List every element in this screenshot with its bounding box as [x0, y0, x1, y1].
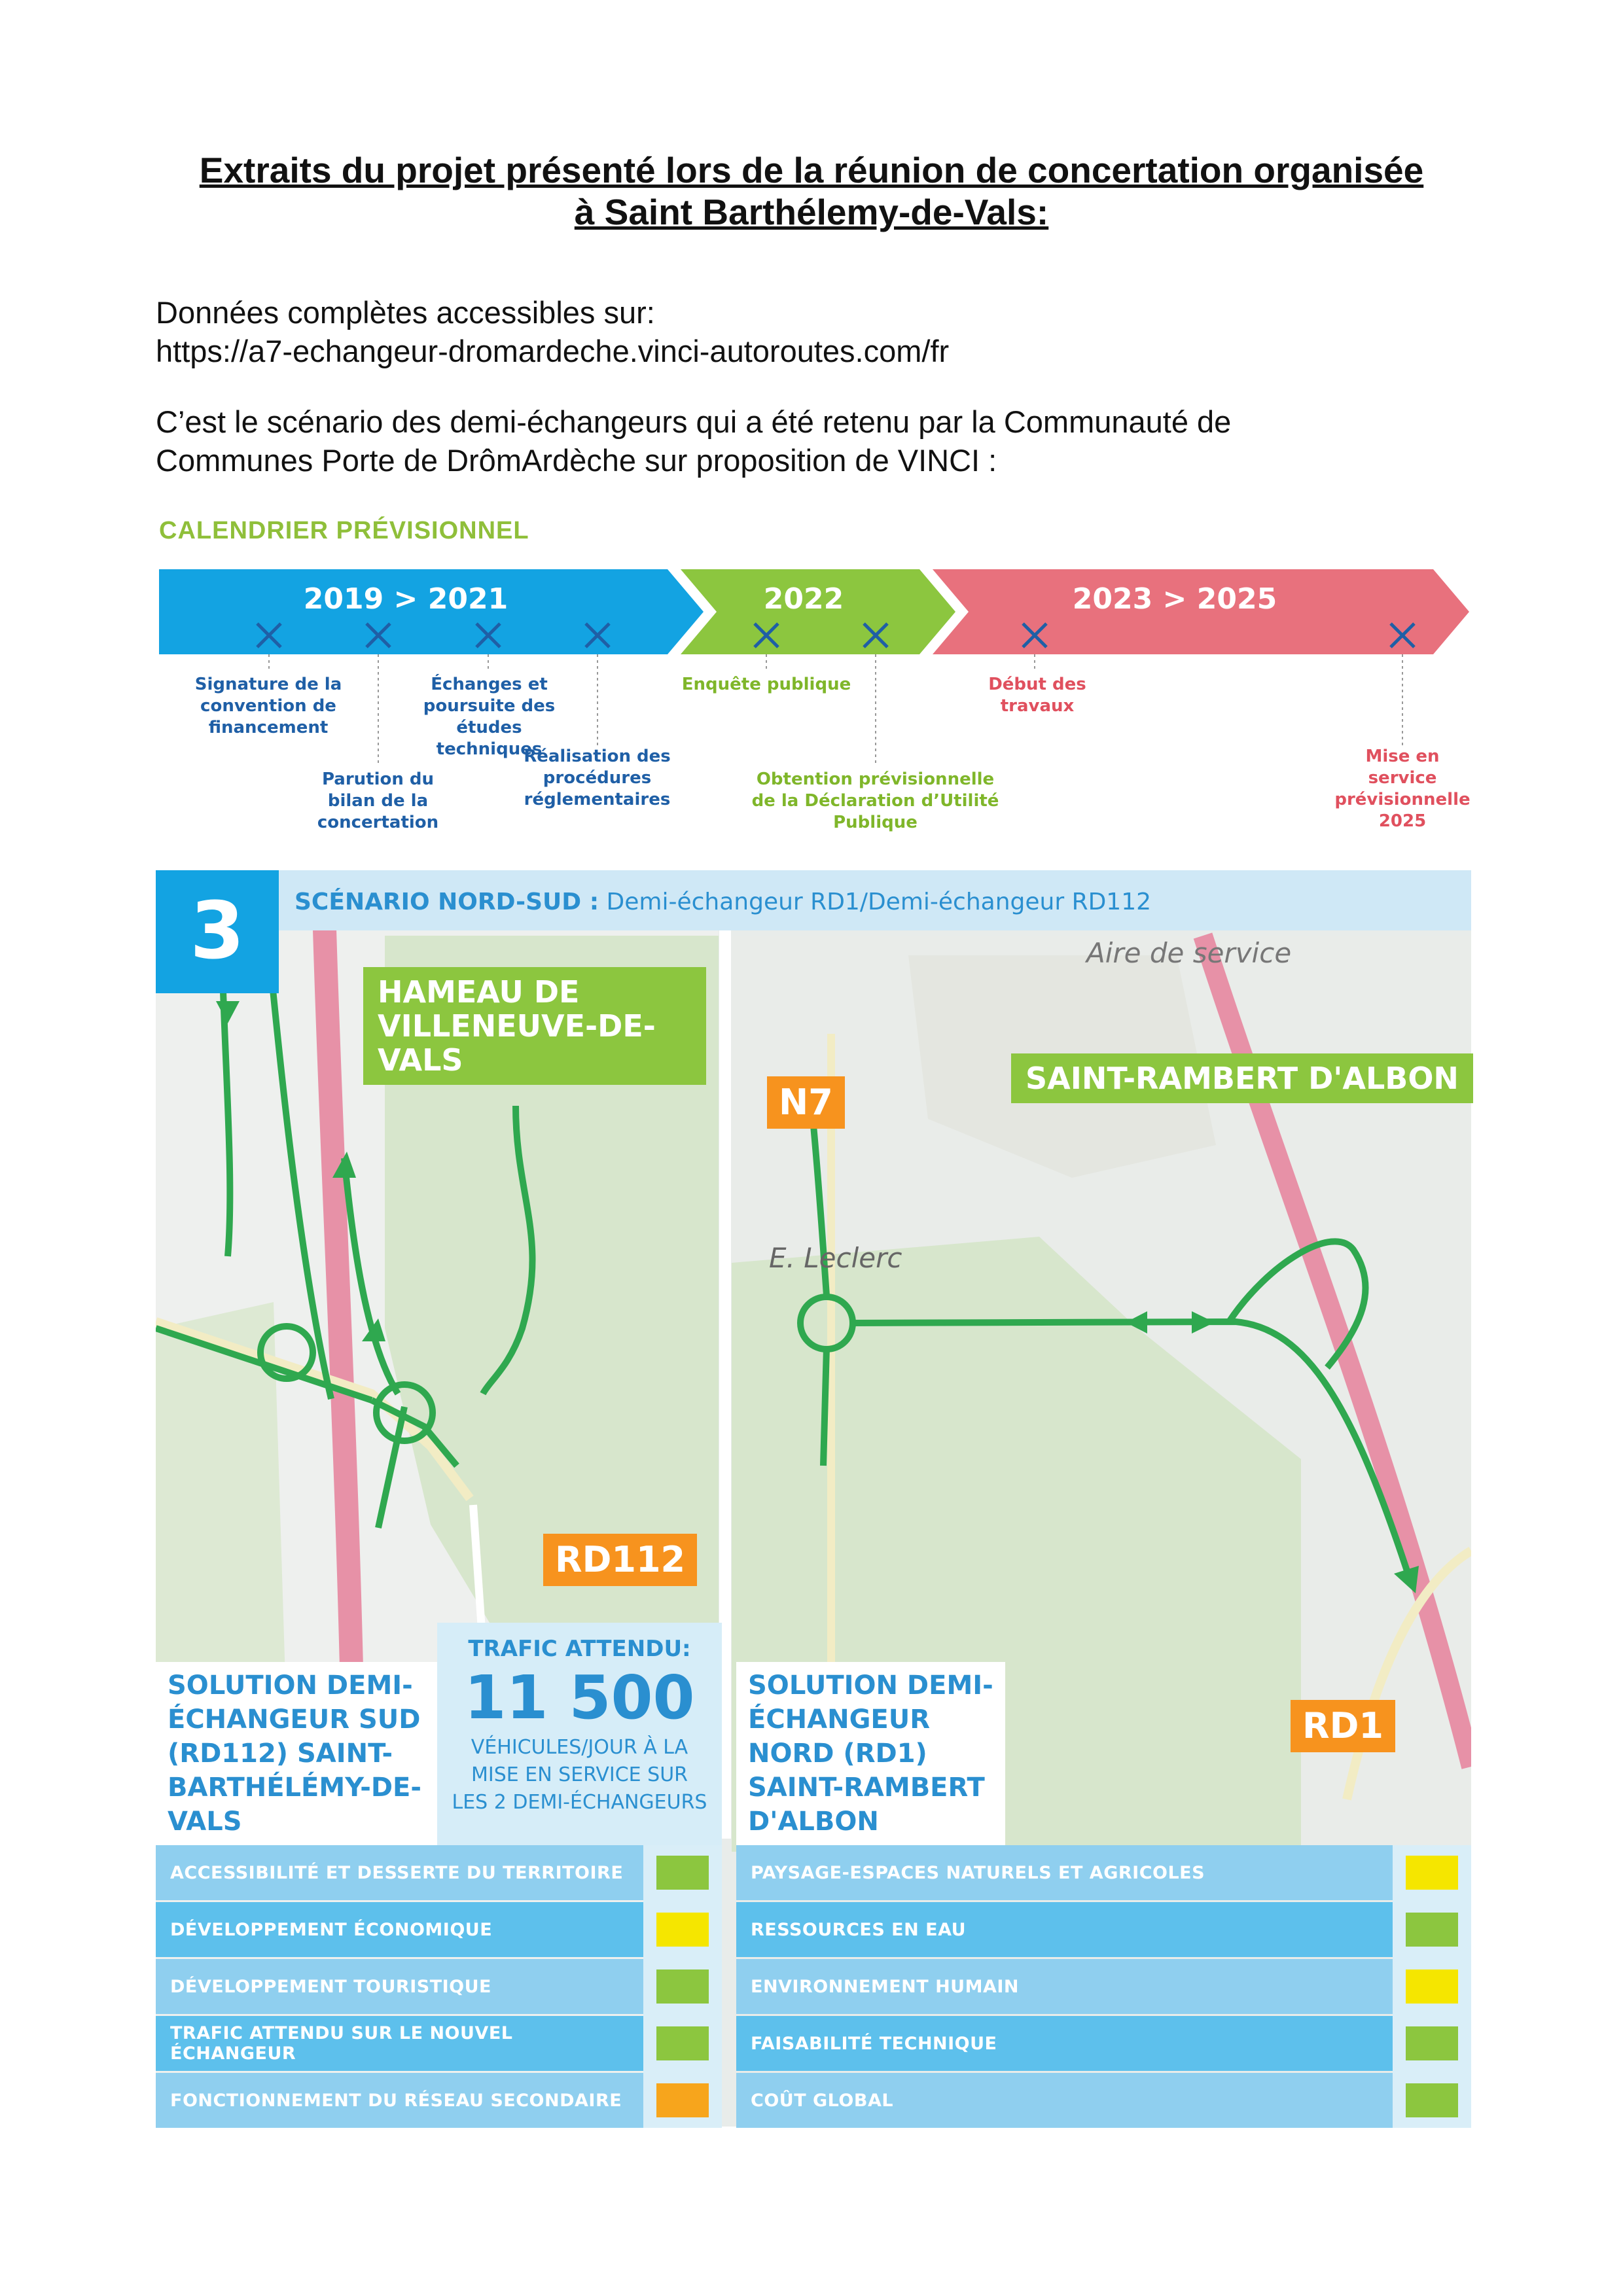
rating-right-3: [1406, 1969, 1458, 2004]
criteria-right-2: RESSOURCES EN EAU: [736, 1902, 1393, 1957]
label-aire-de-service: Aire de service: [1086, 937, 1292, 969]
label-leclerc: E. Leclerc: [769, 1242, 902, 1274]
criteria-right-5: COÛT GLOBAL: [736, 2073, 1393, 2128]
event-enquete: Enquête publique: [681, 675, 851, 694]
event-echanges: Échanges et poursuite des études techniques: [423, 675, 556, 759]
criteria-left-2: DÉVELOPPEMENT ÉCONOMIQUE: [156, 1902, 643, 1957]
title-line-1: Extraits du projet présenté lors de la réunion de concertation organisée: [199, 150, 1424, 190]
trafic-box: [437, 1623, 722, 1845]
rating-left-5: [656, 2083, 709, 2117]
scenario-line-2: Communes Porte de DrômArdèche sur proposition de VINCI :: [156, 443, 997, 478]
label-n7: N7: [767, 1076, 845, 1129]
solution-nord: SOLUTION DEMI-ÉCHANGEUR NORD (RD1) SAINT-RAMBERT D'ALBON: [736, 1662, 1005, 1858]
phase-label-2: 2022: [763, 582, 844, 616]
criteria-right-1: PAYSAGE-ESPACES NATURELS ET AGRICOLES: [736, 1845, 1393, 1900]
label-saint-rambert: SAINT-RAMBERT D'ALBON: [1011, 1053, 1473, 1103]
scenario-header-bold: SCÉNARIO NORD-SUD :: [294, 889, 599, 915]
rating-right-4: [1406, 2026, 1458, 2060]
criteria-left-5: FONCTIONNEMENT DU RÉSEAU SECONDAIRE: [156, 2073, 643, 2128]
scenario-number: 3: [156, 870, 279, 993]
title-line-2: à Saint Barthélemy-de-Vals:: [574, 192, 1049, 232]
criteria-right-3: ENVIRONNEMENT HUMAIN: [736, 1959, 1393, 2014]
label-rd1: RD1: [1291, 1700, 1395, 1752]
solution-sud: SOLUTION DEMI-ÉCHANGEUR SUD (RD112) SAINT-BARTHÉLÉMY-DE-VALS: [156, 1662, 454, 1858]
calendar-label: CALENDRIER PRÉVISIONNEL: [159, 517, 529, 544]
event-signature: Signature de la convention de financement: [194, 675, 342, 737]
rating-left-1: [656, 1856, 709, 1890]
scenario-header-text: [294, 889, 1151, 915]
trafic-caption: VÉHICULES/JOUR À LA MISE EN SERVICE SUR LES 2 DEMI-ÉCHANGEURS: [452, 1736, 707, 1814]
label-rd112: RD112: [543, 1534, 697, 1586]
scenario-line-1: C’est le scénario des demi-échangeurs qui a été retenu par la Communauté de: [156, 404, 1232, 439]
scenario-header-rest: Demi-échangeur RD1/Demi-échangeur RD112: [599, 889, 1152, 915]
rating-left-4: [656, 2026, 709, 2060]
event-dup: Obtention prévisionnelle de la Déclaration d’Utilité Publique: [751, 769, 999, 832]
rating-right-5: [1406, 2083, 1458, 2117]
rating-left-2: [656, 1913, 709, 1947]
event-travaux: Début des travaux: [988, 675, 1086, 716]
event-bilan: Parution du bilan de la concertation: [317, 769, 439, 832]
criteria-left-4: TRAFIC ATTENDU SUR LE NOUVEL ÉCHANGEUR: [156, 2016, 643, 2071]
criteria-right-4: FAISABILITÉ TECHNIQUE: [736, 2016, 1393, 2071]
rating-right-1: [1406, 1856, 1458, 1890]
event-mise-en-service: Mise en service prévisionnelle 2025: [1334, 747, 1471, 831]
label-hameau: HAMEAU DE VILLENEUVE-DE-VALS: [363, 967, 706, 1085]
criteria-left-3: DÉVELOPPEMENT TOURISTIQUE: [156, 1959, 643, 2014]
event-procedures: Réalisation des procédures réglementaires: [524, 747, 671, 809]
trafic-value: 11 500: [464, 1663, 695, 1733]
criteria-left-1: ACCESSIBILITÉ ET DESSERTE DU TERRITOIRE: [156, 1845, 643, 1900]
rating-right-2: [1406, 1913, 1458, 1947]
phase-label-1: 2019 > 2021: [303, 582, 508, 616]
source-link[interactable]: https://a7-echangeur-dromardeche.vinci-autoroutes.com/fr: [156, 334, 950, 368]
trafic-title: TRAFIC ATTENDU:: [468, 1636, 691, 1662]
intro-line-1: Données complètes accessibles sur:: [156, 295, 655, 330]
rating-left-3: [656, 1969, 709, 2004]
phase-label-3: 2023 > 2025: [1072, 582, 1277, 616]
